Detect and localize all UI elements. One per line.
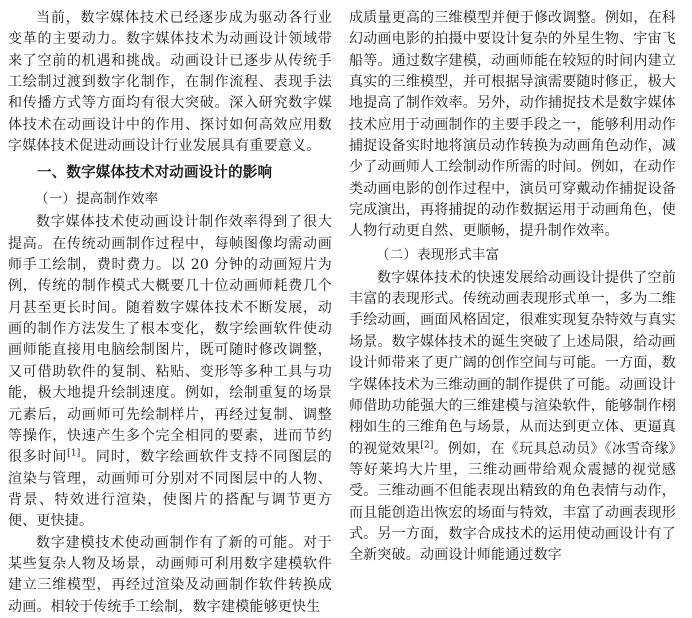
modeling-paragraph: 数字建模技术使动画制作有了新的可能。对于某些复杂人物及场景，动画师可利用数字建模软件建立三维模型，再经过渲染及动画制作软件转换成动画。相较于传统手工绘制，数字建模能够更快生 (8, 534, 332, 615)
expression-paragraph (349, 268, 676, 567)
citation-1: [1] (67, 448, 81, 459)
intro-paragraph: 当前，数字媒体技术已经逐步成为驱动各行业变革的主要动力。数字媒体技术为动画设计领域带来了空前的机遇和挑战。动画设计已逐步从传统手工绘制过渡到数字化制作，在制作流程、表现手法和传播方式等方面均有很大突破。深入研究数字媒体技术在动画设计中的作用、探讨如何高效应用数字媒体技术促进动画设计行业发展具有重要意义。 (8, 10, 332, 155)
right-column (349, 8, 676, 567)
citation-2: [2] (420, 439, 434, 450)
efficiency-text-b: 。同时，数字绘画软件支持不同图层的渲染与管理，动画师可分别对不同图层中的人物、背景、特效进行渲染，使图片的搭配与调节更方便、更快捷。 (8, 449, 332, 530)
left-column (8, 8, 332, 618)
efficiency-text-a: 数字媒体技术使动画设计制作效率得到了很大提高。在传统动画制作过程中，每帧图像均需动画师手工绘制，费时费力。以 20 分钟的动画短片为例，传统的制作模式大概要几十位动画师耗费几个月甚至更长时间。随着数字媒体技术不断发展，动画的制作方法发生了根本变化，数字绘画软件使动画师能直接用电脑绘制图片，既可随时修改调整，又可借助软件的复制、粘贴、变形等多种工具与功能，极大地提升绘制速度。例如，绘制重复的场景元素后，动画师可先绘制样片，再经过复制、调整等操作，快速产生多个完全相同的要素，进而节约很多时间 (8, 214, 332, 466)
subsection-heading-expression: （二）表现形式丰富 (376, 246, 500, 263)
efficiency-paragraph (8, 212, 332, 532)
modeling-paragraph-continued: 成质量更高的三维模型并便于修改调整。例如，在科幻动画电影的拍摄中要设计复杂的外星生物、宇宙飞船等。通过数字建模，动画师能在较短的时间内建立真实的三维模型，并可根据导演需要随时修正，极大地提高了制作效率。另外，动作捕捉技术是数字媒体技术应用于动画制作的主要手段之一，能够利用动作捕捉设备实时地将演员动作转换为动画角色动作，减少了动画师人工绘制动作所需的时间。例如，在动作类动画电影的创作过程中，演员可穿戴动作捕捉设备完成演出，再将捕捉的动作数据运用于动画角色，使人物行动更自然、更顺畅，提升制作效率。 (349, 10, 676, 240)
subsection-heading-efficiency: （一）提高制作效率 (35, 191, 159, 208)
expression-text-a: 数字媒体技术的快速发展给动画设计提供了空前丰富的表现形式。传统动画表现形式单一，多为二维手绘动画，画面风格固定，很难实现复杂特效与真实场景。数字媒体技术的诞生突破了上述局限，给动画设计师带来了更广阔的创作空间与可能。一方面，数字媒体技术为三维动画的制作提供了可能。动画设计师借助功能强大的三维建模与渲染软件，能够制作栩栩如生的三维角色与场景，从而达到更立体、更逼真的视觉效果 (349, 269, 676, 457)
section-heading: 一、数字媒体技术对动画设计的影响 (37, 165, 273, 182)
expression-text-b: 。例如，在《玩具总动员》《冰雪奇缘》等好莱坞大片里，三维动画带给观众震撼的视觉感受。三维动画不但能表现出精致的角色表情与动作，而且能创造出恢宏的场面与特效，丰富了动画表现形式。另一方面，数字合成技术的运用使动画设计有了全新突破。动画设计师能通过数字 (349, 440, 676, 564)
